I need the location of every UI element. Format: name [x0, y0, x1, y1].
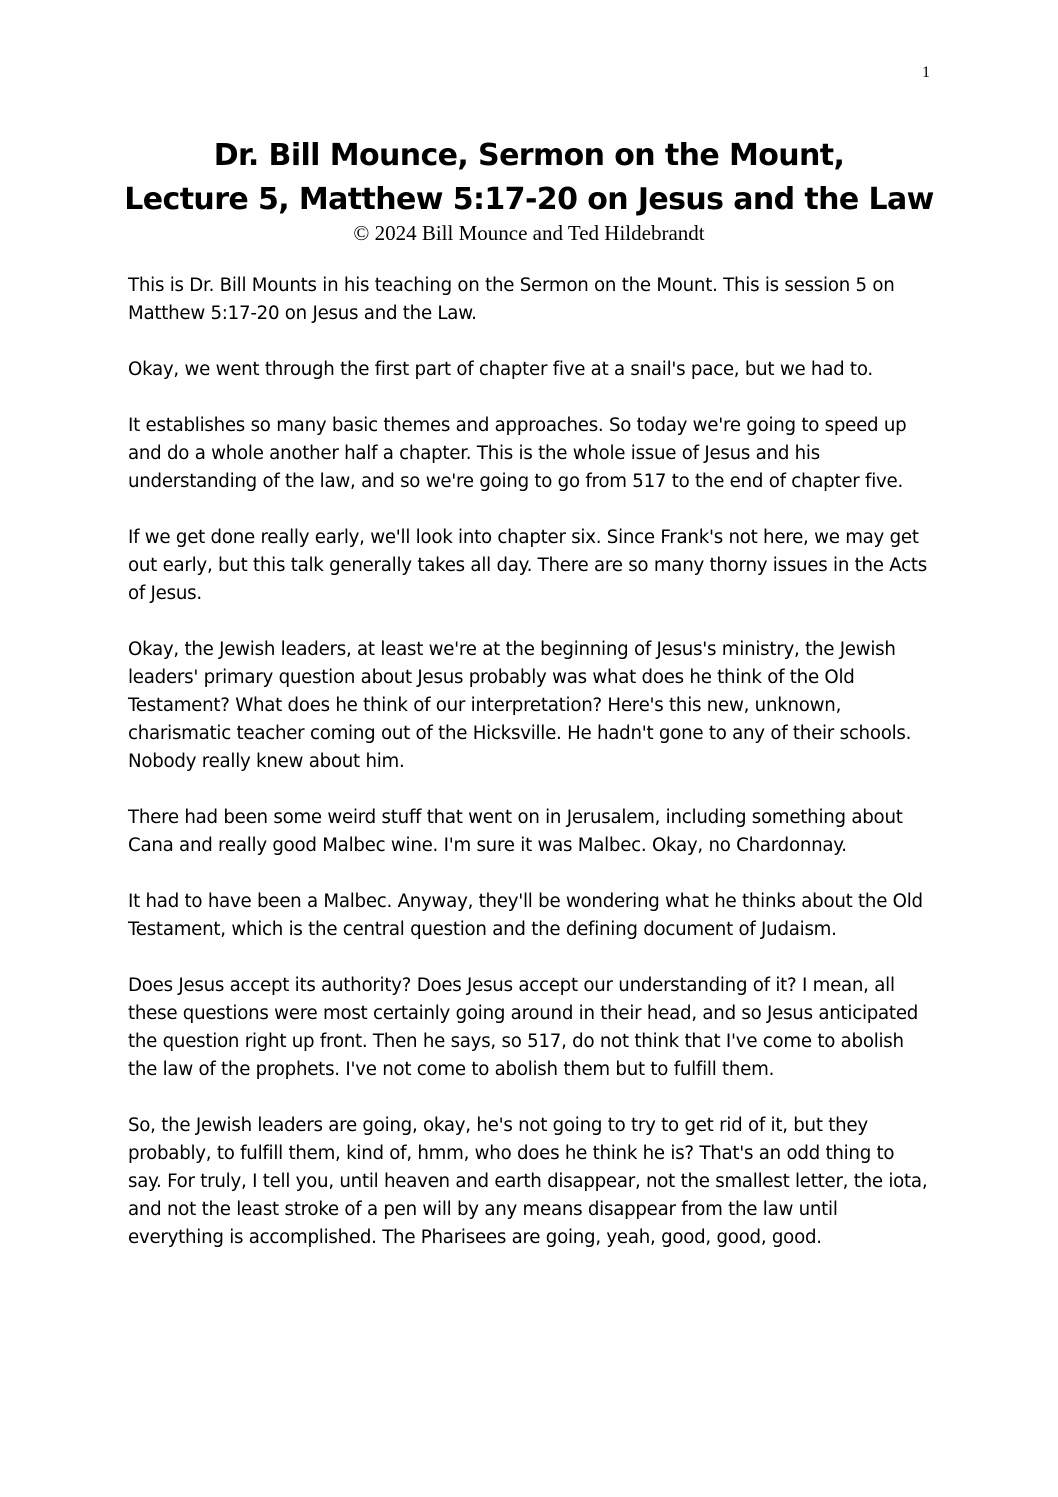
- copyright-line: © 2024 Bill Mounce and Ted Hildebrandt: [353, 221, 705, 245]
- paragraph: It had to have been a Malbec. Anyway, they'll be wondering what he thinks about the Old Testament, which is the central question and the defining document of Judaism.: [128, 891, 923, 940]
- page-number: 1: [922, 64, 930, 81]
- paragraph: Okay, we went through the first part of chapter five at a snail's pace, but we had to.: [128, 359, 873, 380]
- paragraph: Okay, the Jewish leaders, at least we're at the beginning of Jesus's ministry, the Jewish leaders' primary question about Jesus probably was what does he think of the Old Testament? What does he think of our interpretation? Here's this new, unknown, charismatic teacher coming out of the Hicksville. He hadn't gone to any of their schools. Nobody really knew about him.: [128, 639, 912, 772]
- title-line-2: Lecture 5, Matthew 5:17-20 on Jesus and the Law: [124, 182, 934, 217]
- document-title: [0, 134, 1058, 222]
- paragraph: So, the Jewish leaders are going, okay, he's not going to try to get rid of it, but they probably, to fulfill them, kind of, hmm, who does he think he is? That's an odd thing to say. For truly, I tell you, until heaven and earth disappear, not the smallest letter, the iota, and not the least stroke of a pen will by any means disappear from the law until everything is accomplished. The Pharisees are going, yeah, good, good, good.: [128, 1115, 928, 1248]
- paragraph: There had been some weird stuff that went on in Jerusalem, including something about Cana and really good Malbec wine. I'm sure it was Malbec. Okay, no Chardonnay.: [128, 807, 903, 856]
- title-line-1: Dr. Bill Mounce, Sermon on the Mount,: [213, 138, 845, 173]
- paragraph: This is Dr. Bill Mounts in his teaching on the Sermon on the Mount. This is session 5 on Matthew 5:17-20 on Jesus and the Law.: [128, 275, 895, 324]
- paragraph: If we get done really early, we'll look into chapter six. Since Frank's not here, we may get out early, but this talk generally takes all day. There are so many thorny issues in the Acts of Jesus.: [128, 527, 927, 604]
- paragraph: It establishes so many basic themes and approaches. So today we're going to speed up and do a whole another half a chapter. This is the whole issue of Jesus and his understanding of the law, and so we're going to go from 517 to the end of chapter five.: [128, 415, 907, 492]
- document-body: [128, 272, 928, 1280]
- paragraph: Does Jesus accept its authority? Does Jesus accept our understanding of it? I mean, all these questions were most certainly going around in their head, and so Jesus anticipated the question right up front. Then he says, so 517, do not think that I've come to abolish the law of the prophets. I've not come to abolish them but to fulfill them.: [128, 975, 919, 1080]
